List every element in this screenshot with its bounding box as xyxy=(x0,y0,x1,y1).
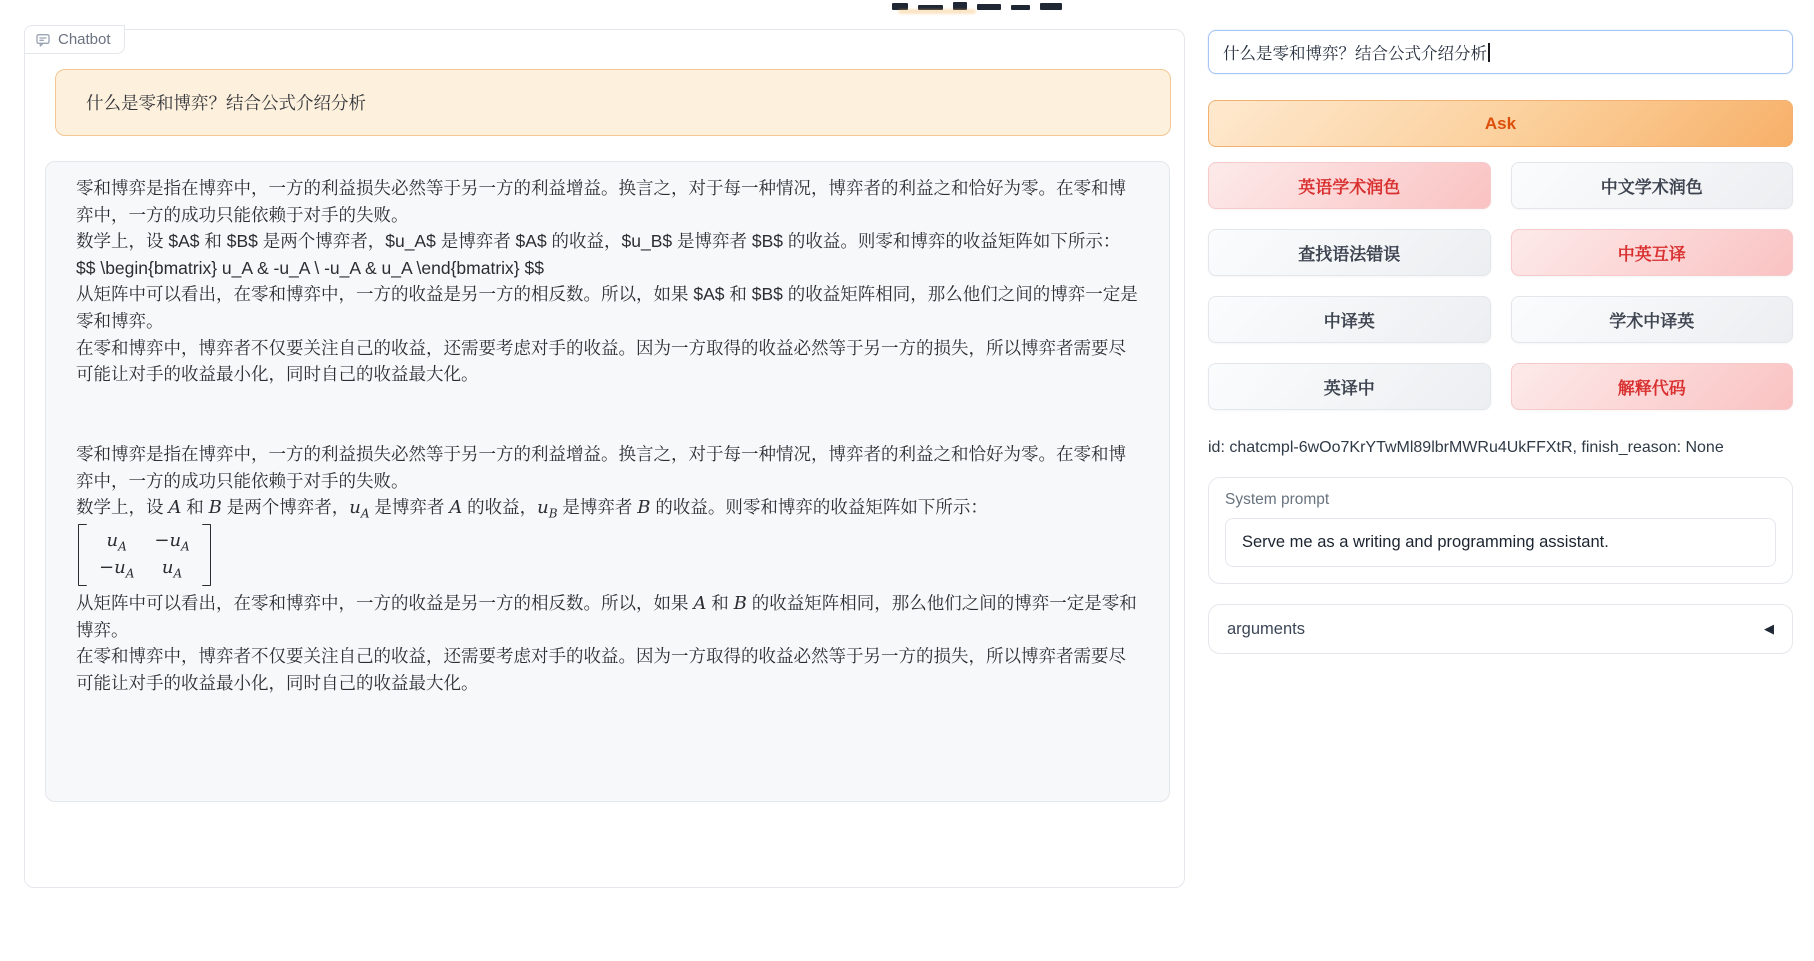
preset-button-6[interactable]: 学术中译英 xyxy=(1511,296,1794,343)
payoff-matrix xyxy=(78,524,1139,586)
matrix-cell: $-u_A$ xyxy=(154,529,190,554)
preset-button-7[interactable]: 英译中 xyxy=(1208,363,1491,410)
ask-button[interactable]: Ask xyxy=(1208,100,1793,147)
bot-rendered-paragraph: 在零和博弈中，博弈者不仅要关注自己的收益，还需要考虑对手的收益。因为一方取得的收益必然等于另一方的损失，所以博弈者需要尽可能让对手的收益最小化，同时自己的收益最大化。 xyxy=(76,646,1126,693)
preset-button-4[interactable]: 中英互译 xyxy=(1511,229,1794,276)
system-prompt-input[interactable] xyxy=(1225,518,1776,567)
bot-rendered-paragraph-math: 数学上，设 A 和 B 是两个博弈者，$u_A$ 是博弈者 A 的收益，$u_B$ 是博弈者 B 的收益。则零和博弈的收益矩阵如下所示： xyxy=(76,497,988,521)
chatbot-label xyxy=(24,25,125,54)
preset-button-8[interactable]: 解释代码 xyxy=(1511,363,1794,410)
bot-raw-latex-line: $$ \begin{bmatrix} u_A & -u_A \ -u_A & u_A \end{bmatrix} $$ xyxy=(76,257,544,278)
matrix-cell: $u_A$ xyxy=(161,557,183,581)
controls-column xyxy=(1208,30,1793,654)
bot-rendered-paragraph: 零和博弈是指在博弈中，一方的利益损失必然等于另一方的利益增益。换言之，对于每一种情况，博弈者的利益之和恰好为零。在零和博弈中，一方的成功只能依赖于对手的失败。 xyxy=(76,443,1126,491)
text-caret xyxy=(1488,43,1490,62)
system-prompt-value: Serve me as a writing and programming assistant. xyxy=(1242,533,1609,551)
matrix-cell: $-u_A$ xyxy=(99,557,135,581)
query-input[interactable] xyxy=(1208,30,1793,74)
bot-raw-paragraph: 零和博弈是指在博弈中，一方的利益损失必然等于另一方的利益增益。换言之，对于每一种情况，博弈者的利益之和恰好为零。在零和博弈中，一方的成功只能依赖于对手的失败。 xyxy=(76,178,1126,225)
matrix-right-bracket xyxy=(202,524,211,586)
bot-message-bubble xyxy=(45,161,1170,802)
bot-raw-paragraph: 数学上，设 $A$ 和 $B$ 是两个博弈者，$u_A$ 是博弈者 $A$ 的收益，$u_B$ 是博弈者 $B$ 的收益。则零和博弈的收益矩阵如下所示： xyxy=(76,231,1121,252)
chatbot-panel xyxy=(24,29,1185,888)
chatbot-label-text: Chatbot xyxy=(58,31,111,48)
bot-raw-paragraph: 从矩阵中可以看出，在零和博弈中，一方的收益是另一方的相反数。所以，如果 $A$ 和 $B$ 的收益矩阵相同，那么他们之间的博弈一定是零和博弈。 xyxy=(76,284,1138,331)
user-message-text: 什么是零和博弈？结合公式介绍分析 xyxy=(86,93,366,113)
preset-button-5[interactable]: 中译英 xyxy=(1208,296,1491,343)
user-message-bubble xyxy=(55,69,1171,136)
preset-button-1[interactable]: 英语学术润色 xyxy=(1208,162,1491,209)
bot-raw-paragraph: 在零和博弈中，博弈者不仅要关注自己的收益，还需要考虑对手的收益。因为一方取得的收益必然等于另一方的损失，所以博弈者需要尽可能让对手的收益最小化，同时自己的收益最大化。 xyxy=(76,337,1126,385)
arguments-accordion-label: arguments xyxy=(1227,619,1305,638)
matrix-cell: $u_A$ xyxy=(106,529,127,554)
preset-button-grid xyxy=(1208,162,1793,410)
preset-button-2[interactable]: 中文学术润色 xyxy=(1511,162,1794,209)
clipped-title-underline xyxy=(898,9,976,14)
query-input-value: 什么是零和博弈？结合公式介绍分析 xyxy=(1223,45,1487,63)
response-status-line: id: chatcmpl-6wOo7KrYTwMl89lbrMWRu4UkFFXtR, finish_reason: None xyxy=(1208,439,1724,456)
system-prompt-label: System prompt xyxy=(1225,491,1330,508)
accordion-collapsed-arrow-icon: ◀ xyxy=(1764,621,1774,636)
preset-button-3[interactable]: 查找语法错误 xyxy=(1208,229,1491,276)
chat-bubble-icon xyxy=(35,32,51,48)
arguments-accordion[interactable] xyxy=(1208,604,1793,654)
system-prompt-card xyxy=(1208,477,1793,584)
bot-rendered-paragraph-math: 从矩阵中可以看出，在零和博弈中，一方的收益是另一方的相反数。所以，如果 A 和 B 的收益矩阵相同，那么他们之间的博弈一定是零和博弈。 xyxy=(76,592,1137,640)
matrix-left-bracket xyxy=(78,524,87,586)
